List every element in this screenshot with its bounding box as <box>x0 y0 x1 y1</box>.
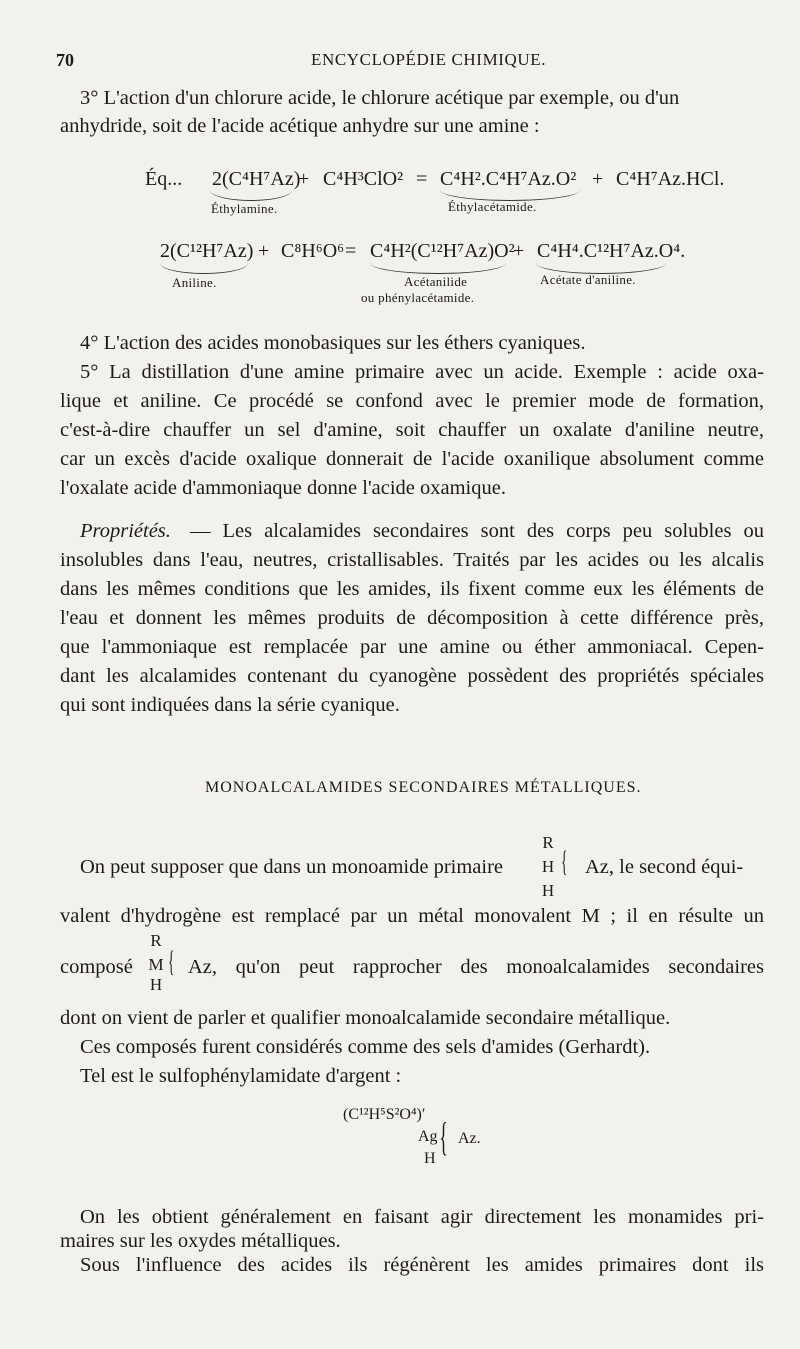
eq2-reactant1: 2(C¹²H⁷Az) <box>160 240 254 262</box>
eq1-reactant2: C⁴H³ClO² <box>323 168 404 190</box>
formula-3-bot: H <box>424 1150 436 1167</box>
eq1-prefix: Éq... <box>145 168 183 190</box>
properties-line1: — Les alcalamides secondaires sont des corps peu solubles ou <box>190 520 764 542</box>
section-line1a: On peut supposer que dans un monoamide primaire <box>80 856 504 878</box>
properties-line7: qui sont indiquées dans la série cyanique. <box>60 694 400 716</box>
eq1-brace-1 <box>210 190 292 201</box>
item5-line1: 5° La distillation d'une amine primaire avec un acide. Exemple : acide oxa- <box>80 361 764 383</box>
item4: 4° L'action des acides monobasiques sur les éthers cyaniques. <box>80 332 586 354</box>
properties-line3: dans les mêmes conditions que les amides, ils fixent comme eux les éléments de <box>60 578 764 600</box>
eq1-equals: = <box>416 168 428 190</box>
eq1-product1: C⁴H².C⁴H⁷Az.O² <box>440 168 577 190</box>
eq2-product2: C⁴H⁴.C¹²H⁷Az.O⁴. <box>537 240 686 262</box>
eq2-reactant2: C⁸H⁶O⁶ <box>281 240 345 262</box>
section-line4: dont on vient de parler et qualifier monoalcalamide secondaire métallique. <box>60 1007 671 1029</box>
section-line5: Ces composés furent considérés comme des sels d'amides (Gerhardt). <box>80 1036 651 1058</box>
section-line6: Tel est le sulfophénylamidate d'argent : <box>80 1065 402 1087</box>
properties-line5: que l'ammoniaque est remplacée par une amine ou éther ammoniacal. Cepen- <box>60 636 764 658</box>
item3-line1: 3° L'action d'un chlorure acide, le chlorure acétique par exemple, ou d'un <box>80 87 680 109</box>
section-line3a: composé <box>60 956 133 978</box>
formula-2-top: R <box>150 931 162 950</box>
eq2-label-acetanilide: Acétanilide <box>404 274 468 289</box>
formula-1-top: R <box>542 833 554 852</box>
item5-line4: car un excès d'acide oxalique donnerait de l'acide oxanilique absolument comme <box>60 448 764 470</box>
item3-line2: anhydride, soit de l'acide acétique anhydre sur une amine : <box>60 115 540 137</box>
running-title: ENCYCLOPÉDIE CHIMIQUE. <box>311 50 547 69</box>
properties-line4: l'eau et donnent les mêmes produits de décomposition à cette différence près, <box>60 607 764 629</box>
eq1-label-ethylacetamide: Éthylacétamide. <box>448 199 537 214</box>
formula-1-bot: H <box>541 881 555 900</box>
properties-line6: dant les alcalamides contenant du cyanogène possèdent des propriétés spéciales <box>60 665 764 687</box>
section-line9: Sous l'influence des acides ils régénèrent les amides primaires dont ils <box>80 1254 764 1276</box>
section-line1b: Az, le second équi- <box>585 856 744 878</box>
properties-label: Propriétés. <box>80 520 171 542</box>
eq2-label-aniline: Aniline. <box>172 275 217 290</box>
item5-line5: l'oxalate acide d'ammoniaque donne l'acide oxamique. <box>60 477 506 499</box>
eq1-reactant1: 2(C⁴H⁷Az) <box>212 168 301 190</box>
formula-3-right: Az. <box>458 1130 481 1147</box>
item5-line3: c'est-à-dire chauffer un sel d'amine, soit chauffer un oxalate d'aniline neutre, <box>60 419 764 441</box>
eq1-plus2: + <box>592 168 604 190</box>
formula-1 <box>538 835 558 899</box>
section-line8: maires sur les oxydes métalliques. <box>60 1230 341 1252</box>
eq2-plus1: + <box>258 240 270 262</box>
eq2-label-phenylacetamide: ou phénylacétamide. <box>361 290 475 305</box>
formula-2-brace: { <box>167 945 175 978</box>
eq1-label-ethylamine: Éthylamine. <box>211 201 278 216</box>
formula-2-mid: M <box>148 955 164 974</box>
formula-3-mid: Ag <box>418 1128 438 1145</box>
section-line7: On les obtient généralement en faisant agir directement les monamides pri- <box>80 1206 764 1228</box>
section-line3b: Az, qu'on peut rapprocher des monoalcalamides secondaires <box>188 956 764 978</box>
eq2-product1: C⁴H²(C¹²H⁷Az)O² <box>370 240 515 262</box>
eq2-label-acetate: Acétate d'aniline. <box>540 272 636 287</box>
formula-2-bot: H <box>149 975 163 994</box>
eq2-equals: = <box>345 240 357 262</box>
section-line2: valent d'hydrogène est remplacé par un métal monovalent M ; il en résulte un <box>60 905 764 927</box>
section-heading: MONOALCALAMIDES SECONDAIRES MÉTALLIQUES. <box>205 779 642 796</box>
eq1-plus1: + <box>298 168 310 190</box>
eq2-plus2: + <box>513 240 525 262</box>
eq2-brace-2 <box>370 263 506 274</box>
item5-line2: lique et aniline. Ce procédé se confond avec le premier mode de formation, <box>60 390 764 412</box>
formula-3-top: (C¹²H⁵S²O⁴)′ <box>343 1106 426 1123</box>
formula-3-brace: { <box>439 1114 448 1159</box>
eq2-brace-1 <box>160 263 248 274</box>
eq1-product2: C⁴H⁷Az.HCl. <box>616 168 725 190</box>
page-number: 70 <box>56 50 74 70</box>
formula-2 <box>146 933 166 993</box>
properties-line2: insolubles dans l'eau, neutres, cristallisables. Traités par les acides ou les alcalis <box>60 549 764 571</box>
formula-1-mid: H <box>541 857 555 876</box>
formula-1-brace: { <box>560 845 568 878</box>
